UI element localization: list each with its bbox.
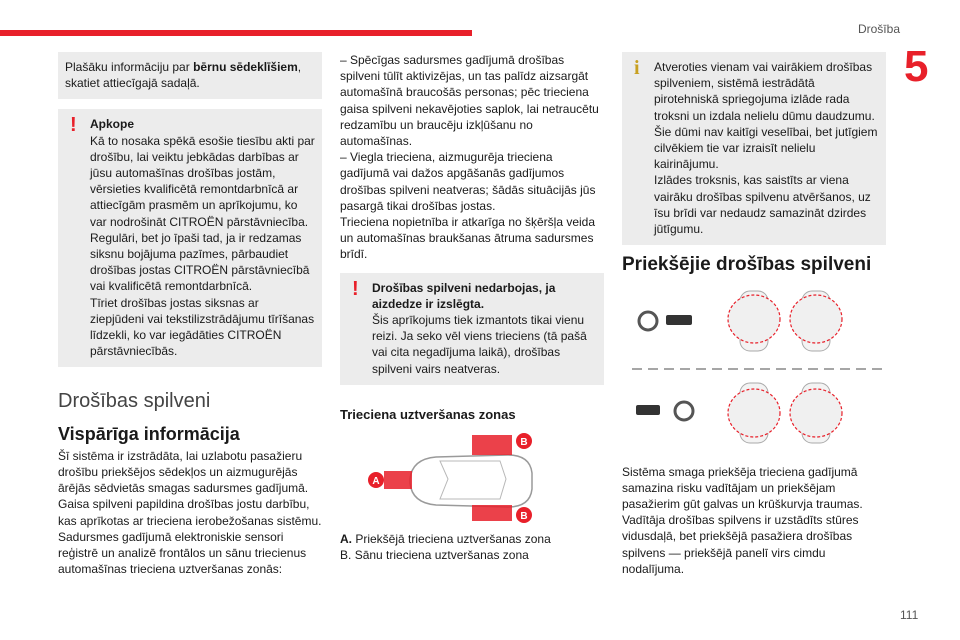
body-paragraph-1: Šī sistēma ir izstrādāta, lai uzlabotu pasažieru drošību priekšējos sēdekļos un aizmugurējās ārējās sēdvietās smagas sadursmes gadījumā. Gaisa spilveni papildina drošības jostu darbību, kas aprīkotas ar trieciena ierobežošanas sistēmu. [58, 448, 322, 528]
zones-title: Trieciena uztveršanas zonas [340, 406, 516, 422]
warning-title: Apkope [90, 117, 135, 132]
impact-zones-figure [340, 433, 604, 523]
info-line-3: Izlādes troksnis, kas saistīts ar viena vairāku drošības spilvenu atvēršanos, uz īsu brīdi var nedaudz samazināt dzirdes jūtīgumu. [654, 173, 871, 237]
subsection-title: Vispārīga informācija [58, 423, 240, 444]
front-airbags-body: Sistēma smaga priekšēja trieciena gadījumā samazina risku vadītājam un priekšējam pasažierim gūt galvas un krūškurvja traumas. Vadītāja drošības spilvens ir uzstādīts stūres vidusdaļā, bet priekšējā pasažiera drošības spilvens — priekšējā panelī virs cimdu nodalījuma. [622, 464, 863, 576]
airbag-deploy-info [622, 52, 886, 245]
note-pre: Plašāku informāciju par [65, 60, 194, 74]
frontal-zone-marker [368, 471, 412, 489]
front-airbags-figure [622, 287, 886, 447]
chapter-number: 5 [904, 42, 929, 91]
info-line-2: Šie dūmi nav kaitīgi veselībai, bet jutīgiem cilvēkiem tie var izraisīt nelielu kairinājumu. [654, 124, 878, 172]
section-title: Drošības spilveni [58, 390, 211, 413]
column-3 [622, 52, 886, 577]
body-paragraph-1: – Spēcīgas sadursmes gadījumā drošības spilveni tūlīt aktivizējas, un tas palīdz aizsargāt automašīnā braucošās personas; pēc trieciena gaisa spilveni nekavējoties saplok, lai netraucētu redzamību un braucēju izkļūšanu no automašīnas. [340, 53, 599, 149]
info-line-1: Atveroties vienam vai vairākiem drošības spilveniem, sistēmā iestrādātā pirotehniskā spriegojuma izlāde rada troksni un izdala nelielu dūmu daudzumu. [654, 60, 875, 123]
note-post: , skatiet attiecīgajā sadaļā. [65, 60, 302, 91]
seat-airbag-left-icon [728, 291, 780, 351]
front-airbags-title: Priekšējie drošības spilveni [622, 254, 872, 276]
passenger-dashboard-icon [636, 402, 693, 420]
column-2 [340, 52, 604, 564]
warning-title: Drošības spilveni nedarbojas, ja aizdedze ir izslēgta. [372, 280, 556, 311]
driver-steering-wheel-icon [639, 312, 692, 330]
maintenance-warning [58, 109, 322, 367]
side-zone-top-marker [472, 433, 532, 455]
seat-airbag-bottom-left-icon [728, 383, 780, 443]
warning-line-3: Tīriet drošības jostas siksnas ar ziepjūdeni vai tekstilizstrādājumu tīrīšanas līdzekli, ko var iegādāties CITROËN pārstāvniecībās. [90, 295, 315, 359]
body-paragraph-3: Trieciena nopietnība ir atkarīga no šķēršļa veida un automašīnas braukšanas ātruma sadursmes brīdī. [340, 215, 596, 262]
zone-label-b-top: B [520, 437, 528, 449]
car-top-view-icon [410, 455, 532, 507]
warning-icon: ! [70, 114, 77, 137]
warning-text: Šis aprīkojums tiek izmantots tikai vienu reizi. Ja seko vēl viens trieciens (tā pašā vai cita negadījuma laikā), drošības spilveni vairs neatveras. [372, 313, 587, 376]
zone-label-a: A [372, 476, 380, 488]
airbag-ignition-warning [340, 273, 604, 385]
legend-item-a: A. Priekšējā trieciena uztveršanas zona [340, 532, 551, 547]
page-number: 111 [900, 608, 919, 622]
body-paragraph-2: – Viegla trieciena, aizmugurēja trieciena gadījumā vai dažos apgāšanās gadījumos drošības spilveni neatveras; šādās situācijās jūs pasargā tikai drošības jostas. [340, 150, 596, 213]
seat-airbag-right-icon [790, 291, 842, 351]
legend-item-b: B. Sānu trieciena uztveršanas zona [340, 548, 529, 563]
note-bold-link: bērnu sēdeklīšiem [193, 60, 298, 74]
side-zone-bottom-marker [472, 505, 532, 523]
warning-line-1: Kā to nosaka spēkā esošie tiesību akti par drošību, lai veiktu jebkādas darbības ar jūsu automašīnas drošības jostām, vērsieties kvalificētā remontdarbnīcā ar attiecīgām prasmēm un aprīkojumu, ko var nodrošināt CITROËN pārstāvniecība. [90, 133, 315, 229]
page-header-title: Drošība [857, 22, 900, 36]
child-seats-note [58, 52, 322, 99]
seat-airbag-bottom-right-icon [790, 383, 842, 443]
warning-icon: ! [352, 277, 359, 300]
header-accent-bar [0, 30, 472, 36]
body-paragraph-2: Sadursmes gadījumā elektroniskie sensori reģistrē un analizē frontālos un sānu triecienus automašīnas trieciena uztveršanas zonās: [58, 529, 307, 577]
zone-label-b-bottom: B [520, 511, 528, 523]
info-icon: i [634, 57, 640, 79]
column-1 [58, 52, 322, 577]
warning-line-2: Regulāri, bet jo īpaši tad, ja ir redzamas siksnu bojājuma pazīmes, pārbaudiet drošības jostas CITROËN pārstāvniecībā vai kvalificētā remontdarbnīcā. [90, 230, 310, 294]
